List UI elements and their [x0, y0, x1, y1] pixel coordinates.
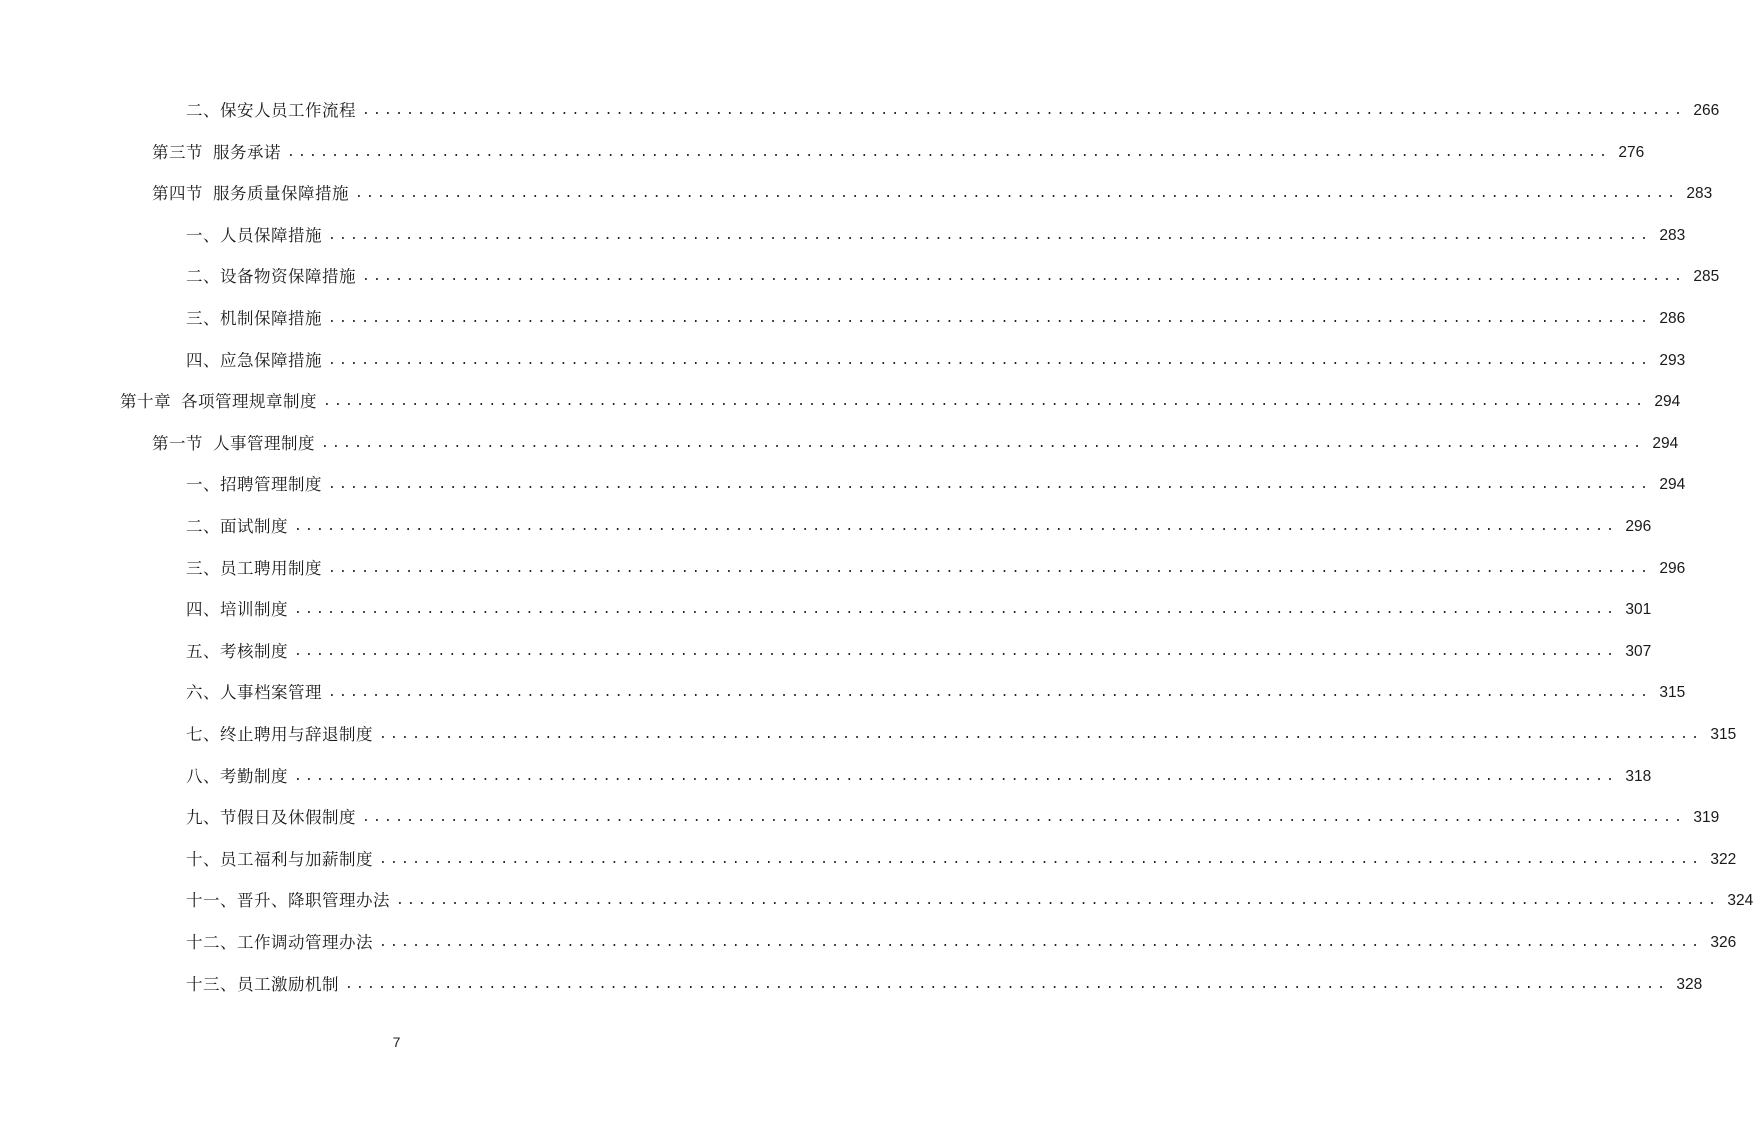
toc-entry-label: 五、考核制度: [186, 642, 288, 661]
toc-entry[interactable]: [186, 554, 1686, 584]
toc-dot-leader: ........................................................................................................................: [294, 644, 1618, 659]
toc-entry-title: [186, 470, 322, 500]
toc-entry-title: [186, 803, 356, 833]
toc-entry-label: 九、节假日及休假制度: [186, 808, 356, 827]
toc-entry-label: 八、考勤制度: [186, 767, 288, 786]
toc-entry[interactable]: [186, 470, 1686, 500]
toc-entry-label: 一、人员保障措施: [186, 226, 322, 245]
toc-entry-title: [186, 720, 373, 750]
toc-dot-leader: ........................................................................................................................: [379, 852, 1703, 867]
toc-page-number: 318: [1625, 768, 1652, 785]
toc-dot-leader: ........................................................................................................................: [294, 602, 1618, 617]
toc-entry-label: 四、应急保障措施: [186, 351, 322, 370]
toc-entry-title: [186, 221, 322, 251]
toc-page-number: 328: [1676, 976, 1703, 993]
toc-entry-title: [186, 304, 322, 334]
toc-dot-leader: ........................................................................................................................: [362, 810, 1686, 825]
toc-page-number: 293: [1659, 352, 1686, 369]
toc-entry-title: [152, 138, 281, 168]
toc-entry-title: [186, 886, 390, 916]
toc-page-number: 324: [1727, 892, 1753, 909]
toc-dot-leader: ........................................................................................................................: [287, 145, 1611, 160]
toc-entry-title: [120, 387, 317, 417]
toc-entry[interactable]: [186, 762, 1652, 792]
toc-entry-label: 一、招聘管理制度: [186, 475, 322, 494]
toc-dot-leader: ........................................................................................................................: [396, 893, 1720, 908]
toc-dot-leader: ........................................................................................................................: [321, 436, 1645, 451]
toc-entry[interactable]: [186, 304, 1686, 334]
toc-entry-label: 十、员工福利与加薪制度: [186, 850, 373, 869]
toc-dot-leader: ........................................................................................................................: [379, 727, 1703, 742]
toc-entry[interactable]: [152, 429, 1679, 459]
toc-dot-leader: ........................................................................................................................: [328, 685, 1652, 700]
toc-entry-label: 十三、员工激励机制: [186, 975, 339, 994]
toc-entry-title: [186, 262, 356, 292]
toc-page-number: 285: [1693, 268, 1720, 285]
toc-entry[interactable]: [152, 179, 1713, 209]
toc-entry-title: [186, 512, 288, 542]
toc-entry-label: 二、面试制度: [186, 517, 288, 536]
toc-entry-title: [186, 595, 288, 625]
toc-page-number: 296: [1659, 560, 1686, 577]
toc-page-number: 296: [1625, 518, 1652, 535]
toc-entry-title: [152, 179, 349, 209]
toc-dot-leader: ........................................................................................................................: [294, 769, 1618, 784]
toc-entry-label: 第十章: [120, 392, 171, 411]
toc-entry[interactable]: [186, 512, 1652, 542]
toc-entry[interactable]: [186, 803, 1720, 833]
toc-entry-title: [186, 678, 322, 708]
toc-page-number: 294: [1652, 435, 1679, 452]
toc-page-number: 315: [1710, 726, 1737, 743]
toc-dot-leader: ........................................................................................................................: [328, 353, 1652, 368]
toc-entry[interactable]: [152, 138, 1645, 168]
toc-dot-leader: ........................................................................................................................: [323, 394, 1647, 409]
toc-page-number: 326: [1710, 934, 1737, 951]
toc-entry-label: 第一节: [152, 434, 203, 453]
toc-entry[interactable]: [186, 678, 1686, 708]
toc-dot-leader: ........................................................................................................................: [328, 228, 1652, 243]
toc-page-number: 307: [1625, 643, 1652, 660]
toc-entry[interactable]: [186, 346, 1686, 376]
toc-page-number: 283: [1686, 185, 1713, 202]
toc-entry[interactable]: [120, 387, 1681, 417]
toc-page-number: 322: [1710, 851, 1737, 868]
toc-page-number: 286: [1659, 310, 1686, 327]
toc-entry-title: [186, 762, 288, 792]
toc-entry-title: [152, 429, 315, 459]
toc-page-number: 319: [1693, 809, 1720, 826]
toc-entry-title: [186, 845, 373, 875]
toc-entry-label: 二、保安人员工作流程: [186, 101, 356, 120]
toc-entry-subtitle: 服务质量保障措施: [213, 184, 349, 203]
toc-dot-leader: ........................................................................................................................: [355, 186, 1679, 201]
toc-page-number: 283: [1659, 227, 1686, 244]
toc-entry[interactable]: [186, 595, 1652, 625]
toc-entry-title: [186, 928, 373, 958]
toc-dot-leader: ........................................................................................................................: [345, 977, 1669, 992]
toc-entry-title: [186, 96, 356, 126]
toc-entry[interactable]: [186, 262, 1720, 292]
toc-entry-label: 第三节: [152, 143, 203, 162]
toc-entry-label: 七、终止聘用与辞退制度: [186, 725, 373, 744]
toc-dot-leader: ........................................................................................................................: [328, 477, 1652, 492]
toc-entry-title: [186, 346, 322, 376]
toc-entry[interactable]: [186, 720, 1737, 750]
toc-dot-leader: ........................................................................................................................: [362, 103, 1686, 118]
toc-page-number: 294: [1654, 393, 1681, 410]
toc-entry[interactable]: [186, 637, 1652, 667]
toc-entry-title: [186, 554, 322, 584]
toc-dot-leader: ........................................................................................................................: [362, 269, 1686, 284]
toc-page-number: 315: [1659, 684, 1686, 701]
toc-entry-title: [186, 637, 288, 667]
toc-entry-label: 二、设备物资保障措施: [186, 267, 356, 286]
page-number: 7: [392, 1034, 401, 1050]
toc-entry-label: 六、人事档案管理: [186, 683, 322, 702]
toc-page-number: 266: [1693, 102, 1720, 119]
toc-entry-label: 十二、工作调动管理办法: [186, 933, 373, 952]
toc-entry-subtitle: 人事管理制度: [213, 434, 315, 453]
toc-entry-label: 三、员工聘用制度: [186, 559, 322, 578]
toc-entry[interactable]: [186, 886, 1753, 916]
toc-dot-leader: ........................................................................................................................: [294, 519, 1618, 534]
toc-entry-label: 四、培训制度: [186, 600, 288, 619]
toc-page-number: 301: [1625, 601, 1652, 618]
toc-entry-title: [186, 970, 339, 1000]
toc-entry-label: 三、机制保障措施: [186, 309, 322, 328]
toc-page-number: 294: [1659, 476, 1686, 493]
toc-entry-label: 十一、晋升、降职管理办法: [186, 891, 390, 910]
toc-entry-subtitle: 服务承诺: [213, 143, 281, 162]
toc-dot-leader: ........................................................................................................................: [379, 935, 1703, 950]
toc-entry[interactable]: [186, 845, 1737, 875]
toc-dot-leader: ........................................................................................................................: [328, 311, 1652, 326]
toc-entry[interactable]: [186, 970, 1703, 1000]
toc-entry[interactable]: [186, 221, 1686, 251]
toc-entry-subtitle: 各项管理规章制度: [181, 392, 317, 411]
toc-dot-leader: ........................................................................................................................: [328, 561, 1652, 576]
toc-entry[interactable]: [186, 928, 1737, 958]
toc-entry-label: 第四节: [152, 184, 203, 203]
toc-entry[interactable]: [186, 96, 1720, 126]
toc-page-number: 276: [1618, 144, 1645, 161]
